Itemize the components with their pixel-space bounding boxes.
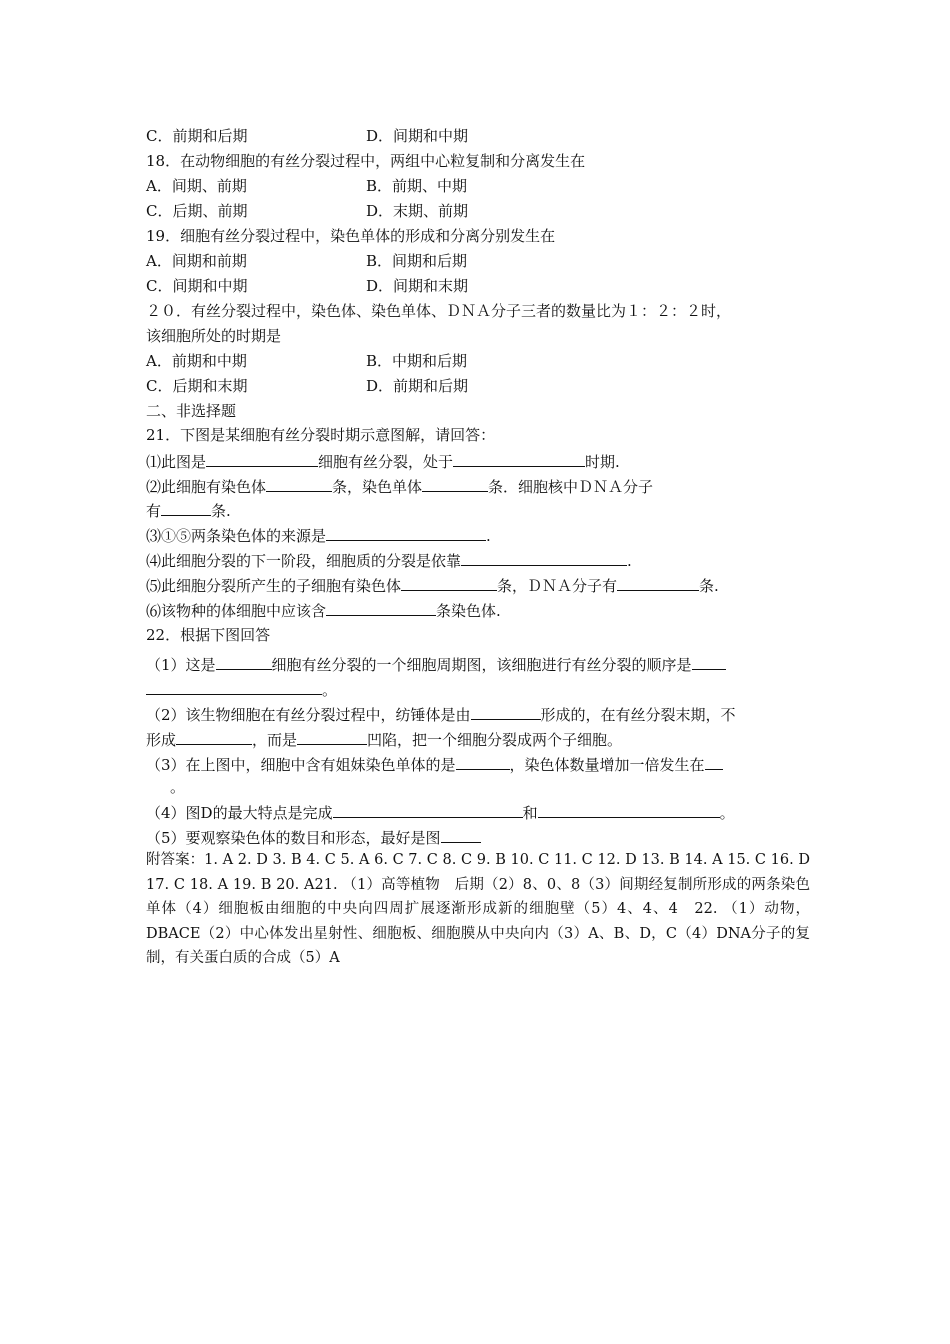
q22-p1-text-b: 细胞有丝分裂的一个细胞周期图，该细胞进行有丝分裂的顺序是 (271, 656, 692, 674)
q21-part2 (146, 475, 653, 498)
q20-option-a: A．前期和中期 (146, 352, 247, 370)
q21-p2-text-a: ⑵此细胞有染色体 (146, 478, 267, 496)
q21-p2-text-d: 有 (146, 502, 162, 520)
q20-stem-line1: ２０．有丝分裂过程中，染色体、染色单体、ＤＮＡ分子三者的数量比为１：２：２时， (146, 302, 732, 320)
answer-blank (206, 450, 318, 467)
q17-options-row (146, 125, 247, 147)
q22-part1 (146, 653, 726, 676)
section-heading: 二、非选择题 (146, 402, 237, 420)
q22-p3-text-a: （3）在上图中，细胞中含有姐妹染色单体的是 (146, 756, 456, 774)
q21-p1-text-c: 时期. (585, 453, 620, 471)
q21-part3 (146, 524, 491, 547)
answer-blank (401, 574, 497, 591)
q21-p2-text-c: 条．细胞核中ＤＮＡ分子 (488, 478, 654, 496)
q21-p1-text-b: 细胞有丝分裂，处于 (318, 453, 454, 471)
q22-p4-text-c: 。 (719, 804, 735, 822)
q22-p4-text-b: 和 (522, 804, 538, 822)
answer-blank (456, 753, 510, 770)
q20-option-d: D．前期和后期 (366, 377, 469, 395)
q18-option-c: C．后期、前期 (146, 202, 248, 220)
q21-p5-text-b: 条，ＤＮＡ分子有 (497, 577, 618, 595)
q22-part2 (146, 703, 736, 726)
q22-p1-text-c: 。 (322, 681, 338, 699)
q22-p3-text-b: ，染色体数量增加一倍发生在 (509, 756, 705, 774)
answer-blank (617, 574, 699, 591)
q22-p4-text-a: （4）图D的最大特点是完成 (146, 804, 333, 822)
q22-part5 (146, 826, 481, 849)
q22-stem: 22．根据下图回答 (146, 626, 271, 644)
q21-part1 (146, 450, 620, 473)
q21-p2-text-b: 条，染色单体 (332, 478, 423, 496)
answer-blank (453, 450, 585, 467)
answer-blank (422, 475, 488, 492)
q22-part3-cont: 。 (170, 778, 186, 796)
q22-p2-text-d: ，而是 (252, 731, 298, 749)
q21-p6-text-a: ⑹该物种的体细胞中应该含 (146, 602, 327, 620)
q22-p1-text-a: （1）这是 (146, 656, 216, 674)
q22-p2-text-a: （2）该生物细胞在有丝分裂过程中，纺锤体是由 (146, 706, 471, 724)
q22-p2-text-e: 凹陷，把一个细胞分裂成两个子细胞。 (367, 731, 623, 749)
q21-stem: 21．下图是某细胞有丝分裂时期示意图解，请回答： (146, 426, 496, 444)
answer-blank (333, 801, 523, 818)
q21-p2-text-e: 条. (211, 502, 231, 520)
q21-p3-text-b: . (486, 527, 491, 545)
answer-blank (297, 728, 367, 745)
q22-part4 (146, 801, 735, 824)
q18-option-b: B．前期、中期 (366, 177, 468, 195)
answer-blank (161, 499, 211, 516)
q19-option-d: D．间期和末期 (366, 277, 469, 295)
answer-blank (705, 753, 723, 770)
q22-p2-text-b: 形成的，在有丝分裂末期，不 (540, 706, 736, 724)
answer-blank (461, 549, 627, 566)
q19-stem: 19．细胞有丝分裂过程中，染色单体的形成和分离分别发生在 (146, 227, 556, 245)
q18-stem: 18．在动物细胞的有丝分裂过程中，两组中心粒复制和分离发生在 (146, 152, 586, 170)
q21-part5 (146, 574, 719, 597)
answer-blank (266, 475, 332, 492)
q19-option-a: A．间期和前期 (146, 252, 247, 270)
q22-p5-text-a: （5）要观察染色体的数目和形态，最好是图 (146, 829, 441, 847)
q22-p2-text-c: 形成 (146, 731, 177, 749)
answer-blank (146, 678, 322, 695)
q21-part4 (146, 549, 632, 572)
q21-part2-cont (146, 499, 231, 522)
q21-p4-text-b: . (627, 552, 632, 570)
answer-blank (326, 524, 486, 541)
q17-option-c: C．前期和后期 (146, 127, 248, 145)
q20-option-c: C．后期和末期 (146, 377, 248, 395)
q21-p3-text-a: ⑶①⑤两条染色体的来源是 (146, 527, 327, 545)
answer-blank (471, 703, 541, 720)
q21-part6 (146, 599, 501, 622)
q21-p5-text-a: ⑸此细胞分裂所产生的子细胞有染色体 (146, 577, 402, 595)
q19-option-b: B．间期和后期 (366, 252, 468, 270)
q22-part2-cont (146, 728, 622, 751)
answer-blank (441, 826, 481, 843)
q21-p6-text-b: 条染色体. (436, 602, 501, 620)
q19-option-c: C．间期和中期 (146, 277, 248, 295)
answer-blank (326, 599, 436, 616)
q17-option-d: D．间期和中期 (366, 127, 469, 145)
q18-option-a: A．间期、前期 (146, 177, 247, 195)
answer-blank (692, 653, 726, 670)
answer-key: 附答案：1. A 2. D 3. B 4. C 5. A 6. C 7. C 8. C 9. B 10. C 11. C 12. D 13. B 14. A 15. C 16. D 17. C 18. A 19. B 20. A21. （1）高等植物 后期（2）8、0、8（3）间期经复制所形成的两条染色单体（4）细胞板由细胞的中央向四周扩展逐渐形成新的细胞壁（5）4、4、4 22. （1）动物，DBACE（2）中心体发出星射性、细胞板、细胞膜从中央向内（3）A、B、D，C（4）DNA分子的复制，有关蛋白质的合成（5）A (146, 852, 810, 966)
answer-blank (176, 728, 252, 745)
q21-p4-text-a: ⑷此细胞分裂的下一阶段，细胞质的分裂是依靠 (146, 552, 462, 570)
q21-p1-text-a: ⑴此图是 (146, 453, 207, 471)
q18-option-d: D．末期、前期 (366, 202, 469, 220)
q22-part3 (146, 753, 723, 776)
answer-blank (216, 653, 272, 670)
q22-part1-cont (146, 678, 337, 701)
q20-stem-line2: 该细胞所处的时期是 (146, 327, 282, 345)
q20-option-b: B．中期和后期 (366, 352, 468, 370)
answer-blank (538, 801, 720, 818)
q21-p5-text-c: 条. (699, 577, 719, 595)
